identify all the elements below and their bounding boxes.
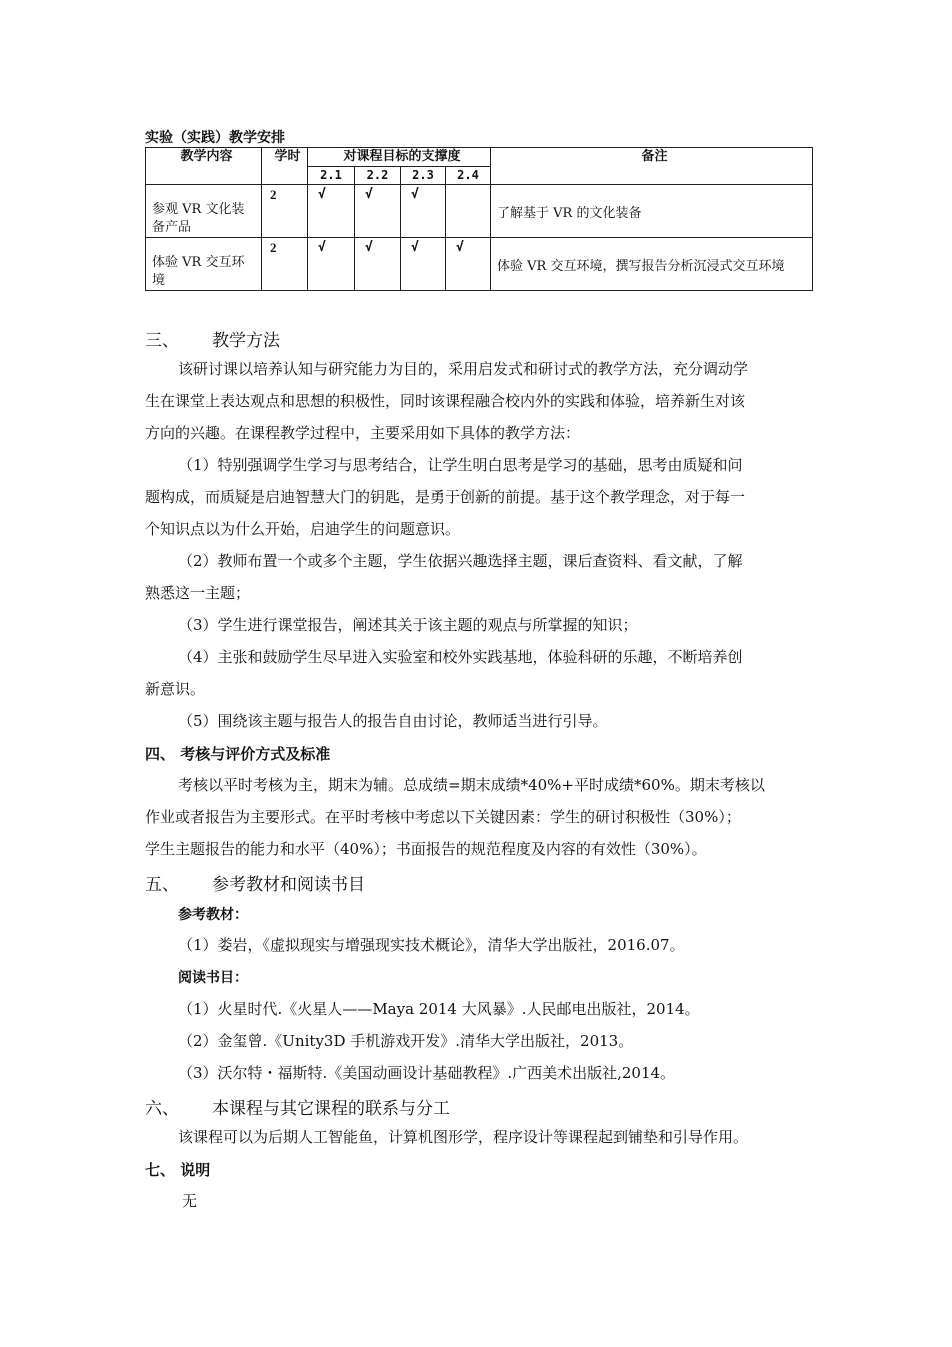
paragraph-line: 无 [182,1192,198,1210]
arrangement-table [145,147,813,291]
arrangement-title: 实验（实践）教学安排 [145,130,285,146]
paragraph-line: 学生主题报告的能力和水平（40%）；书面报告的规范程度及内容的有效性（30%）。 [145,840,707,858]
paragraph-line: 该课程可以为后期人工智能鱼，计算机图形学，程序设计等课程起到铺垫和引导作用。 [178,1128,749,1146]
header-goal: 2.3 [401,167,446,185]
header-support: 对课程目标的支撑度 [308,148,491,167]
reading-label: 阅读书目： [178,970,248,986]
section-title: 参考教材和阅读书目 [212,875,365,895]
section-title: 考核与评价方式及标准 [180,745,331,763]
table-row [146,238,813,291]
row-check: √ [446,238,491,291]
row-content: 体验 VR 交互环境 [146,238,262,291]
section-heading [145,743,330,764]
row-hours: 2 [262,238,308,291]
header-goal: 2.4 [446,167,491,185]
paragraph-line: （1）特别强调学生学习与思考结合，让学生明白思考是学习的基础，思考由质疑和问 [178,456,743,474]
section-number: 五、 [145,875,179,895]
section-heading [145,326,280,351]
paragraph-line: （3）学生进行课堂报告，阐述其关于该主题的观点与所掌握的知识； [178,616,638,634]
row-hours: 2 [262,185,308,238]
section-heading [145,1094,450,1119]
paragraph-line: 题构成，而质疑是启迪智慧大门的钥匙，是勇于创新的前提。基于这个教学理念，对于每一 [145,488,746,506]
row-content: 参观 VR 文化装备产品 [146,185,262,238]
row-check: √ [308,238,355,291]
reference-item: （1）火星时代.《火星人——Maya 2014 大风暴》.人民邮电出版社，2014。 [178,1000,700,1018]
reference-item: （3）沃尔特・福斯特.《美国动画设计基础教程》.广西美术出版社,2014。 [178,1064,676,1082]
reference-item: （1）娄岩，《虚拟现实与增强现实技术概论》，清华大学出版社，2016.07。 [178,936,685,954]
section-title: 说明 [180,1161,211,1179]
paragraph-line: 作业或者报告为主要形式。在平时考核中考虑以下关键因素：学生的研讨积极性（30%）； [145,808,741,826]
paragraph-line: 个知识点以为什么开始，启迪学生的问题意识。 [145,520,461,538]
header-hours: 学时 [262,148,308,185]
table-header-row [146,148,813,167]
section-number: 七、 [145,1161,176,1179]
paragraph-line: （4）主张和鼓励学生尽早进入实验室和校外实践基地，体验科研的乐趣，不断培养创 [178,648,743,666]
section-heading [145,870,365,895]
reference-item: （2）金玺曾.《Unity3D 手机游戏开发》.清华大学出版社，2013。 [178,1032,634,1050]
section-number: 三、 [145,331,179,351]
row-check: √ [355,238,401,291]
paragraph-line: 方向的兴趣。在课程教学过程中，主要采用如下具体的教学方法： [145,424,581,442]
row-check [446,185,491,238]
row-check: √ [401,185,446,238]
paragraph-line: （2）教师布置一个或多个主题，学生依据兴趣选择主题，课后查资料、看文献，了解 [178,552,743,570]
header-remarks: 备注 [491,148,813,185]
row-check: √ [308,185,355,238]
row-remark: 了解基于 VR 的文化装备 [491,185,813,238]
paragraph-line: （5）围绕该主题与报告人的报告自由讨论，教师适当进行引导。 [178,712,608,730]
textbook-label: 参考教材： [178,907,248,923]
section-heading [145,1159,210,1180]
row-check: √ [401,238,446,291]
section-title: 教学方法 [212,331,280,351]
header-goal: 2.2 [355,167,401,185]
header-content: 教学内容 [146,148,262,185]
paragraph-line: 熟悉这一主题； [145,584,251,602]
row-remark: 体验 VR 交互环境，撰写报告分析沉浸式交互环境 [491,238,813,291]
paragraph-line: 生在课堂上表达观点和思想的积极性，同时该课程融合校内外的实践和体验，培养新生对该 [145,392,746,410]
header-goal: 2.1 [308,167,355,185]
paragraph-line: 该研讨课以培养认知与研究能力为目的，采用启发式和研讨式的教学方法，充分调动学 [178,360,749,378]
section-title: 本课程与其它课程的联系与分工 [212,1099,450,1119]
paragraph-line: 考核以平时考核为主，期末为辅。总成绩=期末成绩*40%+平时成绩*60%。期末考核以 [178,776,765,794]
table-row [146,185,813,238]
row-check: √ [355,185,401,238]
section-number: 四、 [145,745,176,763]
section-number: 六、 [145,1099,179,1119]
paragraph-line: 新意识。 [145,680,206,698]
